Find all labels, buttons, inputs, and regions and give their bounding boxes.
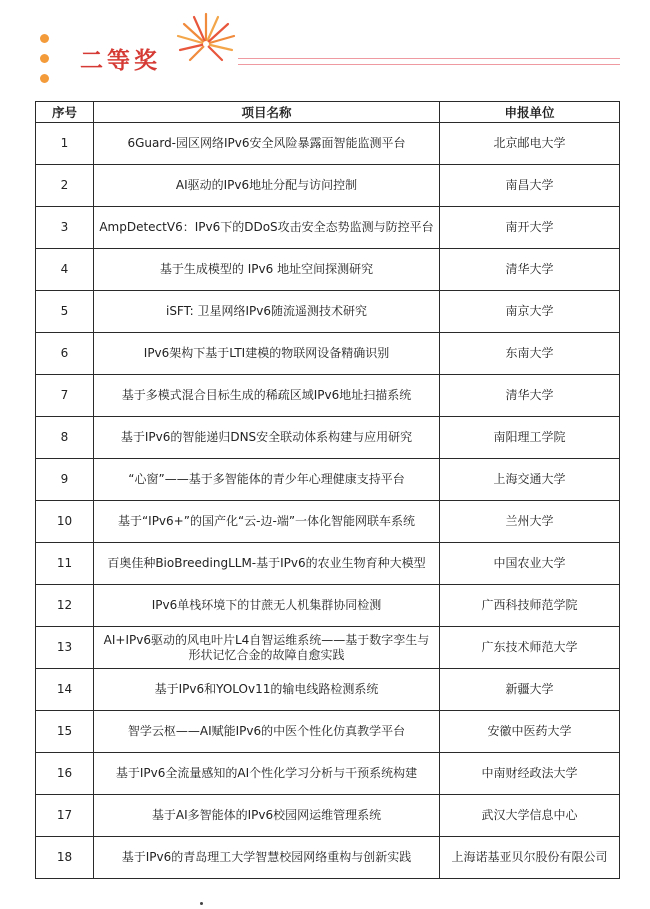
row-number-cell: 9 xyxy=(36,459,94,501)
table-row xyxy=(36,501,620,543)
table-row xyxy=(36,249,620,291)
table-header-row xyxy=(36,102,620,123)
row-number-cell: 12 xyxy=(36,585,94,627)
row-number-cell: 13 xyxy=(36,627,94,669)
row-number-cell: 3 xyxy=(36,207,94,249)
section-heading: 二等奖 xyxy=(80,48,161,74)
project-name-cell: AmpDetectV6：IPv6下的DDoS攻击安全态势监测与防控平台 xyxy=(94,207,440,249)
project-name-cell: 百奥佳种BioBreedingLLM-基于IPv6的农业生物育种大模型 xyxy=(94,543,440,585)
orange-dot xyxy=(40,54,49,63)
header-rule xyxy=(238,64,620,65)
table-row xyxy=(36,207,620,249)
project-name-cell: 基于IPv6的青岛理工大学智慧校园网络重构与创新实践 xyxy=(94,837,440,879)
firework-icon xyxy=(170,8,240,64)
row-number-cell: 5 xyxy=(36,291,94,333)
row-number-cell: 11 xyxy=(36,543,94,585)
column-header-number: 序号 xyxy=(36,102,94,123)
applicant-unit-cell: 上海交通大学 xyxy=(440,459,620,501)
project-name-cell: “心窗”——基于多智能体的青少年心理健康支持平台 xyxy=(94,459,440,501)
row-number-cell: 2 xyxy=(36,165,94,207)
row-number-cell: 1 xyxy=(36,123,94,165)
project-name-cell: IPv6单栈环境下的甘蔗无人机集群协同检测 xyxy=(94,585,440,627)
table-row xyxy=(36,585,620,627)
table-row xyxy=(36,627,620,669)
row-number-cell: 14 xyxy=(36,669,94,711)
project-name-cell: AI+IPv6驱动的风电叶片L4自智运维系统——基于数字孪生与形状记忆合金的故障自愈实践 xyxy=(94,627,440,669)
table-row xyxy=(36,333,620,375)
row-number-cell: 8 xyxy=(36,417,94,459)
row-number-cell: 15 xyxy=(36,711,94,753)
project-name-cell: 基于IPv6的智能递归DNS安全联动体系构建与应用研究 xyxy=(94,417,440,459)
table-row xyxy=(36,543,620,585)
applicant-unit-cell: 武汉大学信息中心 xyxy=(440,795,620,837)
project-name-cell: 基于多模式混合目标生成的稀疏区域IPv6地址扫描系统 xyxy=(94,375,440,417)
applicant-unit-cell: 新疆大学 xyxy=(440,669,620,711)
project-name-cell: IPv6架构下基于LTI建模的物联网设备精确识别 xyxy=(94,333,440,375)
applicant-unit-cell: 南阳理工学院 xyxy=(440,417,620,459)
table-row xyxy=(36,291,620,333)
row-number-cell: 18 xyxy=(36,837,94,879)
applicant-unit-cell: 东南大学 xyxy=(440,333,620,375)
orange-dot xyxy=(40,34,49,43)
applicant-unit-cell: 广西科技师范学院 xyxy=(440,585,620,627)
row-number-cell: 17 xyxy=(36,795,94,837)
project-name-cell: 智学云枢——AI赋能IPv6的中医个性化仿真教学平台 xyxy=(94,711,440,753)
column-header-unit: 申报单位 xyxy=(440,102,620,123)
applicant-unit-cell: 清华大学 xyxy=(440,375,620,417)
table-row xyxy=(36,795,620,837)
project-name-cell: 基于IPv6和YOLOv11的输电线路检测系统 xyxy=(94,669,440,711)
applicant-unit-cell: 南昌大学 xyxy=(440,165,620,207)
column-header-project: 项目名称 xyxy=(94,102,440,123)
applicant-unit-cell: 兰州大学 xyxy=(440,501,620,543)
header-rule xyxy=(238,58,620,59)
row-number-cell: 16 xyxy=(36,753,94,795)
applicant-unit-cell: 南开大学 xyxy=(440,207,620,249)
applicant-unit-cell: 北京邮电大学 xyxy=(440,123,620,165)
applicant-unit-cell: 中南财经政法大学 xyxy=(440,753,620,795)
table-row xyxy=(36,753,620,795)
applicant-unit-cell: 南京大学 xyxy=(440,291,620,333)
table-row xyxy=(36,165,620,207)
project-name-cell: 基于IPv6全流量感知的AI个性化学习分析与干预系统构建 xyxy=(94,753,440,795)
row-number-cell: 10 xyxy=(36,501,94,543)
table-row xyxy=(36,837,620,879)
project-name-cell: iSFT: 卫星网络IPv6随流遥测技术研究 xyxy=(94,291,440,333)
applicant-unit-cell: 中国农业大学 xyxy=(440,543,620,585)
applicant-unit-cell: 广东技术师范大学 xyxy=(440,627,620,669)
orange-dot xyxy=(40,74,49,83)
row-number-cell: 4 xyxy=(36,249,94,291)
table-row xyxy=(36,417,620,459)
awards-table xyxy=(35,101,620,879)
applicant-unit-cell: 清华大学 xyxy=(440,249,620,291)
table-row xyxy=(36,123,620,165)
applicant-unit-cell: 安徽中医药大学 xyxy=(440,711,620,753)
project-name-cell: 基于生成模型的 IPv6 地址空间探测研究 xyxy=(94,249,440,291)
applicant-unit-cell: 上海诺基亚贝尔股份有限公司 xyxy=(440,837,620,879)
table-row xyxy=(36,459,620,501)
bullet-dots xyxy=(40,34,49,94)
project-name-cell: 基于“IPv6+”的国产化“云-边-端”一体化智能网联车系统 xyxy=(94,501,440,543)
row-number-cell: 7 xyxy=(36,375,94,417)
project-name-cell: AI驱动的IPv6地址分配与访问控制 xyxy=(94,165,440,207)
table-row xyxy=(36,711,620,753)
project-name-cell: 6Guard-园区网络IPv6安全风险暴露面智能监测平台 xyxy=(94,123,440,165)
page-mark xyxy=(200,902,203,905)
table-row xyxy=(36,669,620,711)
table-row xyxy=(36,375,620,417)
row-number-cell: 6 xyxy=(36,333,94,375)
project-name-cell: 基于AI多智能体的IPv6校园网运维管理系统 xyxy=(94,795,440,837)
